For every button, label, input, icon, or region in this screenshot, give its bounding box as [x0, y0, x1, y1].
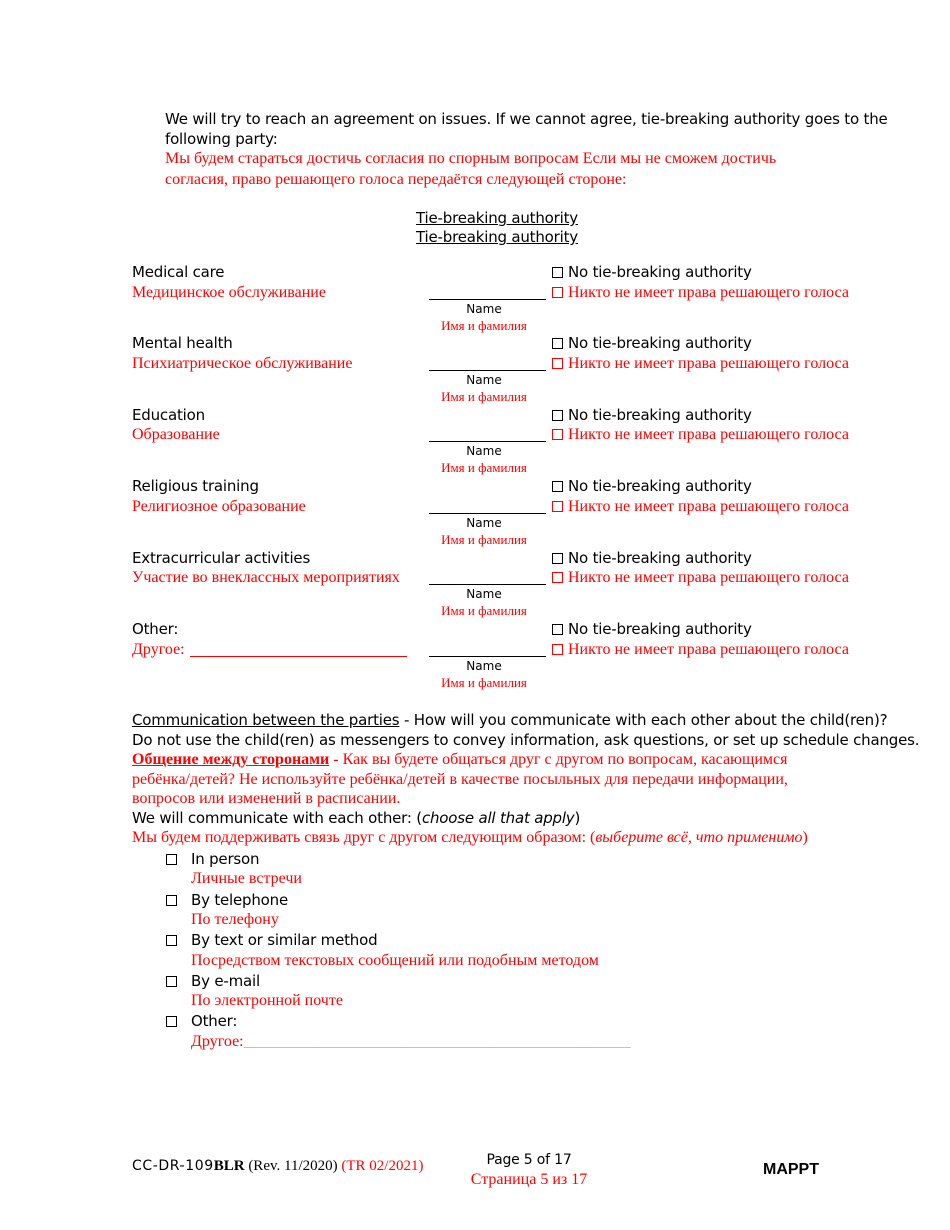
no-authority-option-ru[interactable]: [552, 284, 849, 302]
option-label: Никто не имеет права решающего голоса: [568, 641, 849, 658]
row-label-ru: Психиатрическое обслуживание: [132, 355, 353, 372]
tie-breaking-heading-ru: Tie-breaking authority: [416, 228, 578, 246]
will-italic: выберите всё, что применимо: [595, 829, 803, 846]
option-en: By telephone: [191, 891, 288, 909]
checkbox-icon[interactable]: [552, 624, 563, 635]
option-label: No tie-breaking authority: [568, 477, 752, 495]
intro-text-en: We will try to reach an agreement on issues. If we cannot agree, tie-breaking authority goes to the: [165, 110, 888, 128]
name-caption-ru: Имя и фамилия: [441, 603, 527, 618]
row-label-en: Religious training: [132, 477, 259, 495]
option-label: Никто не имеет права решающего голоса: [568, 426, 849, 443]
intro-text-ru-2: согласия, право решающего голоса передаётся следующей стороне:: [165, 171, 627, 188]
name-caption-en: Name: [466, 659, 502, 673]
option-label: No tie-breaking authority: [568, 263, 752, 281]
communication-intro-ru: [132, 751, 787, 769]
no-authority-option-en[interactable]: [552, 477, 752, 495]
page-number-en: Page 5 of 17: [486, 1152, 572, 1168]
no-authority-option-en[interactable]: [552, 549, 752, 567]
will-end: ): [574, 809, 581, 827]
communication-title-ru: Общение между сторонами: [132, 751, 330, 768]
option-label: Никто не имеет права решающего голоса: [568, 569, 849, 586]
will-text: We will communicate with each other: (: [132, 809, 422, 827]
name-caption-en: Name: [466, 444, 502, 458]
no-authority-option-ru[interactable]: [552, 355, 849, 373]
option-label: No tie-breaking authority: [568, 620, 752, 638]
row-label-ru: Участие во внеклассных мероприятиях: [132, 569, 400, 586]
other-field[interactable]: [191, 1033, 631, 1051]
name-input-line[interactable]: [429, 299, 546, 300]
name-caption-ru: Имя и фамилия: [441, 532, 527, 547]
option-en: Other:: [191, 1012, 238, 1030]
checkbox-icon[interactable]: [552, 501, 563, 512]
option-en: By e-mail: [191, 972, 260, 990]
checkbox-icon[interactable]: [552, 429, 563, 440]
no-authority-option-ru[interactable]: [552, 498, 849, 516]
name-caption-ru: Имя и фамилия: [441, 460, 527, 475]
translation-revision: (TR 02/2021): [341, 1158, 424, 1174]
option-ru: По телефону: [191, 911, 279, 928]
name-input-line[interactable]: [429, 370, 546, 371]
row-label-en: Mental health: [132, 334, 233, 352]
form-code: [132, 1157, 423, 1175]
intro-text-en-2: following party:: [165, 130, 278, 148]
checkbox-icon[interactable]: [552, 410, 563, 421]
row-label-ru: Образование: [132, 426, 220, 443]
name-caption-en: Name: [466, 302, 502, 316]
name-input-line[interactable]: [429, 584, 546, 585]
checkbox-icon[interactable]: [552, 553, 563, 564]
name-input-line[interactable]: [429, 513, 546, 514]
checkbox-icon[interactable]: [552, 267, 563, 278]
will-end: ): [802, 829, 808, 846]
option-ru: Посредством текстовых сообщений или подобным методом: [191, 952, 599, 969]
communication-text-ru: - Как вы будете общаться друг с другом по вопросам, касающимся: [329, 751, 788, 768]
telephone-checkbox[interactable]: [166, 895, 177, 906]
communication-text-ru-3: вопросов или изменений в расписании.: [132, 790, 401, 807]
form-code-bold: BLR: [213, 1158, 245, 1174]
will-text: Мы будем поддерживать связь друг с другом следующим образом: (: [132, 829, 596, 846]
text-checkbox[interactable]: [166, 935, 177, 946]
option-label: No tie-breaking authority: [568, 406, 752, 424]
tie-breaking-heading-en: Tie-breaking authority: [416, 209, 578, 227]
option-label: No tie-breaking authority: [568, 549, 752, 567]
in-person-checkbox[interactable]: [166, 854, 177, 865]
name-input-line[interactable]: [429, 656, 546, 657]
form-code-text: CC-DR-109: [132, 1158, 214, 1174]
checkbox-icon[interactable]: [552, 572, 563, 583]
checkbox-icon[interactable]: [552, 338, 563, 349]
will-communicate-en: [132, 809, 580, 827]
row-label-en: Medical care: [132, 263, 225, 281]
revision: (Rev. 11/2020): [244, 1158, 342, 1174]
will-communicate-ru: [132, 829, 808, 847]
checkbox-icon[interactable]: [552, 358, 563, 369]
row-label-ru: Медицинское обслуживание: [132, 284, 326, 301]
option-label: Никто не имеет права решающего голоса: [568, 498, 849, 515]
communication-text-ru-2: ребёнка/детей? Не используйте ребёнка/детей в качестве посыльных для передачи информации,: [132, 771, 788, 788]
checkbox-icon[interactable]: [552, 644, 563, 655]
page-number-ru: Страница 5 из 17: [470, 1171, 588, 1188]
communication-text-en: - How will you communicate with each other about the child(ren)?: [399, 711, 888, 729]
checkbox-icon[interactable]: [552, 287, 563, 298]
row-label-en: Extracurricular activities: [132, 549, 311, 567]
communication-title-en: Communication between the parties: [132, 711, 400, 729]
no-authority-option-ru[interactable]: [552, 641, 849, 659]
no-authority-option-en[interactable]: [552, 263, 752, 281]
row-label-en: Other:: [132, 620, 179, 638]
option-label: Никто не имеет права решающего голоса: [568, 284, 849, 301]
no-authority-option-en[interactable]: [552, 334, 752, 352]
name-caption-ru: Имя и фамилия: [441, 675, 527, 690]
name-input-line[interactable]: [429, 441, 546, 442]
name-caption-ru: Имя и фамилия: [441, 389, 527, 404]
name-caption-ru: Имя и фамилия: [441, 318, 527, 333]
other-checkbox[interactable]: [166, 1016, 177, 1027]
communication-intro-en: [132, 711, 887, 729]
name-caption-en: Name: [466, 516, 502, 530]
no-authority-option-en[interactable]: [552, 406, 752, 424]
option-en: By text or similar method: [191, 931, 378, 949]
no-authority-option-ru[interactable]: [552, 569, 849, 587]
other-input-line[interactable]: [190, 656, 407, 657]
will-italic: choose all that apply: [421, 809, 575, 827]
option-ru: Личные встречи: [191, 870, 302, 887]
intro-text-ru: Мы будем стараться достичь согласия по спорным вопросам Если мы не сможем достичь: [165, 150, 777, 167]
row-label-ru: Религиозное образование: [132, 498, 306, 515]
checkbox-icon[interactable]: [552, 481, 563, 492]
email-checkbox[interactable]: [166, 976, 177, 987]
option-label: No tie-breaking authority: [568, 334, 752, 352]
option-label: Никто не имеет права решающего голоса: [568, 355, 849, 372]
communication-text-en-2: Do not use the child(ren) as messengers to convey information, ask questions, or set up schedule changes.: [132, 731, 920, 749]
row-label-en: Education: [132, 406, 205, 424]
other-input-line[interactable]: ______________________________________________________________________: [243, 1038, 631, 1049]
form-mark: MAPPT: [763, 1161, 819, 1178]
option-en: In person: [191, 850, 260, 868]
option-ru: По электронной почте: [191, 992, 343, 1009]
option-ru: Другое:: [191, 1033, 244, 1050]
name-caption-en: Name: [466, 587, 502, 601]
no-authority-option-ru[interactable]: [552, 426, 849, 444]
row-label-ru: Другое:: [132, 641, 185, 658]
name-caption-en: Name: [466, 373, 502, 387]
no-authority-option-en[interactable]: [552, 620, 752, 638]
